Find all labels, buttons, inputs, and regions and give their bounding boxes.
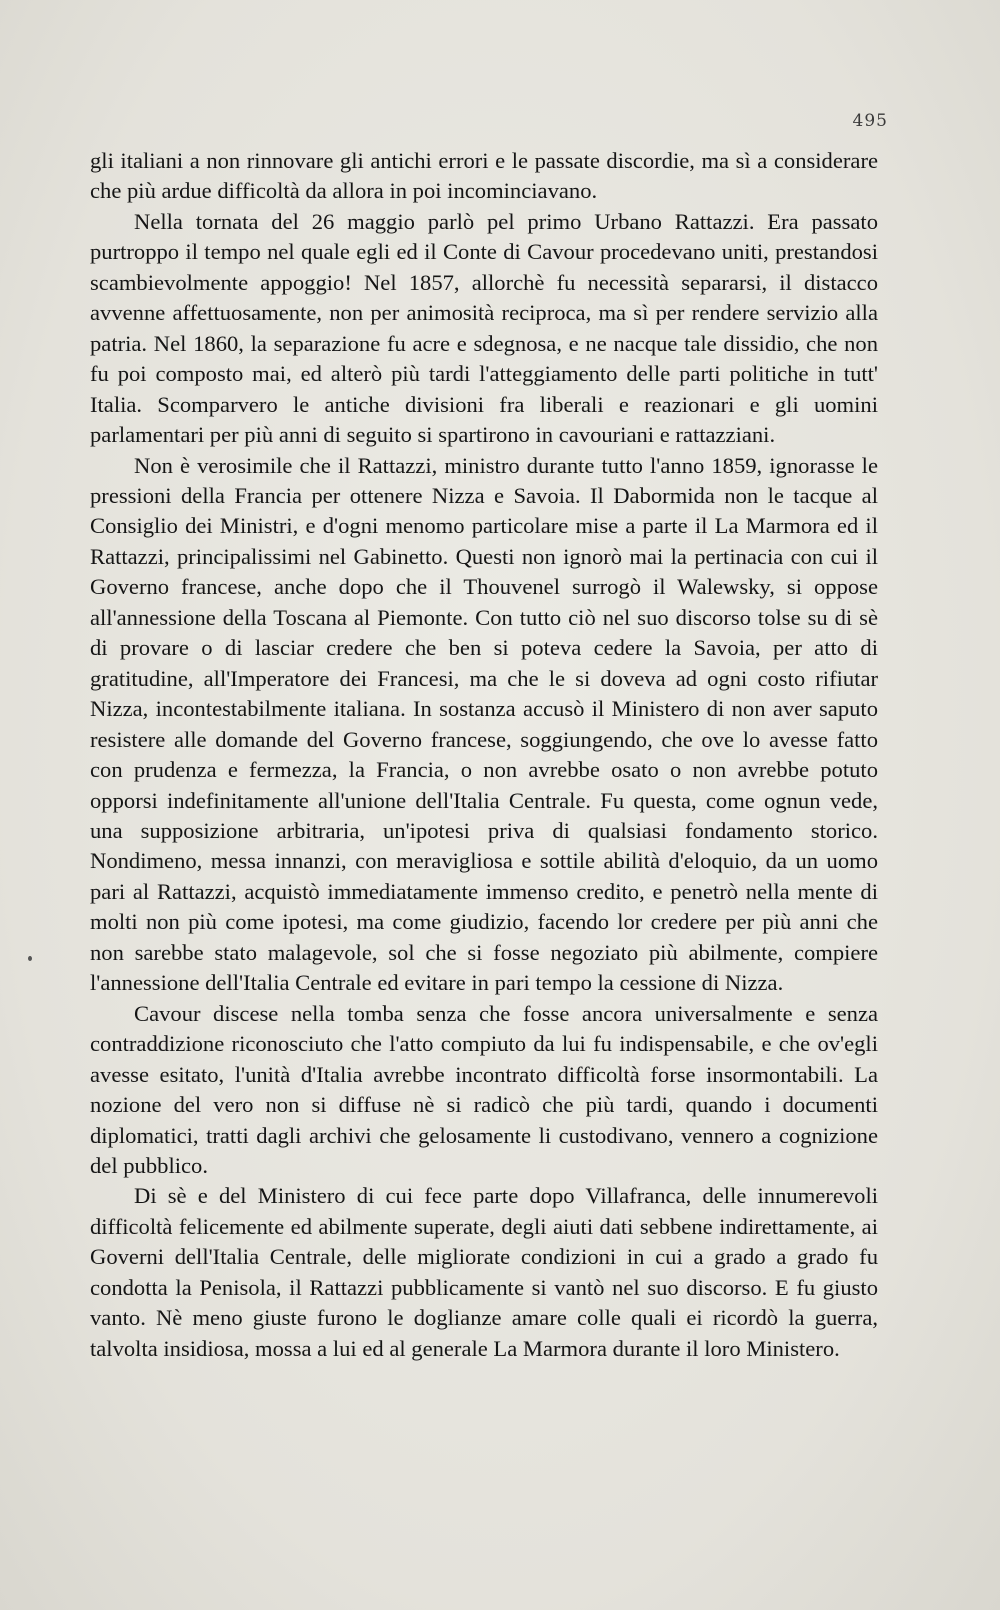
paragraph-3: Non è verosimile che il Rattazzi, ministro durante tutto l'anno 1859, ignorasse le pressioni della Francia per ottenere Nizza e Savoia. Il Dabormida non le tacque al Consiglio dei Ministri, e d'ogni menomo particolare mise a parte il La Marmora ed il Rattazzi, principalissimi nel Gabinetto. Questi non ignorò mai la pertinacia con cui il Governo francese, anche dopo che il Thouvenel surrogò il Walewsky, si oppose all'annessione della Toscana al Piemonte. Con tutto ciò nel suo discorso tolse su di sè di provare o di lasciar credere che ben si poteva cedere la Savoia, per atto di gratitudine, all'Imperatore dei Francesi, ma che le si doveva ad ogni costo rifiutar Nizza, incontestabilmente italiana. In sostanza accusò il Ministero di non aver saputo resistere alle domande del Governo francese, soggiungendo, che ove lo avesse fatto con prudenza e fermezza, la Francia, o non avrebbe osato o non avrebbe potuto opporsi indefinitamente all'unione dell'Italia Centrale. Fu questa, come ognun vede, una supposizione arbitraria, un'ipotesi priva di qualsiasi fondamento storico. Nondimeno, messa innanzi, con meravigliosa e sottile abilità d'eloquio, da un uomo pari al Rattazzi, acquistò immediatamente immenso credito, e penetrò nella mente di molti non più come ipotesi, ma come giudizio, facendo lor credere per più anni che non sarebbe stato malagevole, sol che si fosse negoziato più abilmente, compiere l'annessione dell'Italia Centrale ed evitare in pari tempo la cessione di Nizza.	[90, 452, 878, 996]
body-text	[90, 146, 878, 1364]
paragraph-4: Cavour discese nella tomba senza che fosse ancora universalmente e senza contraddizione riconosciuto che l'atto compiuto da lui fu indispensabile, e che ov'egli avesse esitato, l'unità d'Italia avrebbe incontrato difficoltà forse insormontabili. La nozione del vero non si diffuse nè si radicò che più tardi, quando i documenti diplomatici, tratti dagli archivi che gelosamente li custodivano, vennero a cognizione del pubblico.	[90, 1000, 878, 1178]
paragraph-2: Nella tornata del 26 maggio parlò pel primo Urbano Rattazzi. Era passato purtroppo il tempo nel quale egli ed il Conte di Cavour procedevano uniti, prestandosi scambievolmente appoggio! Nel 1857, allorchè fu necessità separarsi, il distacco avvenne affettuosamente, non per animosità reciproca, ma sì per rendere servizio alla patria. Nel 1860, la separazione fu acre e sdegnosa, e ne nacque tale dissidio, che non fu poi composto mai, ed alterò più tardi l'atteggiamento delle parti politiche in tutt' Italia. Scomparvero le antiche divisioni fra liberali e reazionari e gli uomini parlamentari per più anni di seguito si spartirono in cavouriani e rattazziani.	[90, 208, 878, 448]
margin-speck	[28, 956, 32, 961]
paragraph-1: gli italiani a non rinnovare gli antichi errori e le passate discordie, ma sì a considerare che più ardue difficoltà da allora in poi incominciavano.	[90, 148, 878, 204]
paragraph-5: Di sè e del Ministero di cui fece parte dopo Villafranca, delle innumerevoli difficoltà felicemente ed abilmente superate, degli aiuti dati sebbene indirettamente, ai Governi dell'Italia Centrale, delle migliorate condizioni in cui a grado a grado fu condotta la Penisola, il Rattazzi pubblicamente si vantò nel suo discorso. E fu giusto vanto. Nè meno giuste furono le doglianze amare colle quali ei ricordò la guerra, talvolta insidiosa, mossa a lui ed al generale La Marmora durante il loro Ministero.	[90, 1183, 878, 1361]
page-number: 495	[852, 111, 888, 131]
